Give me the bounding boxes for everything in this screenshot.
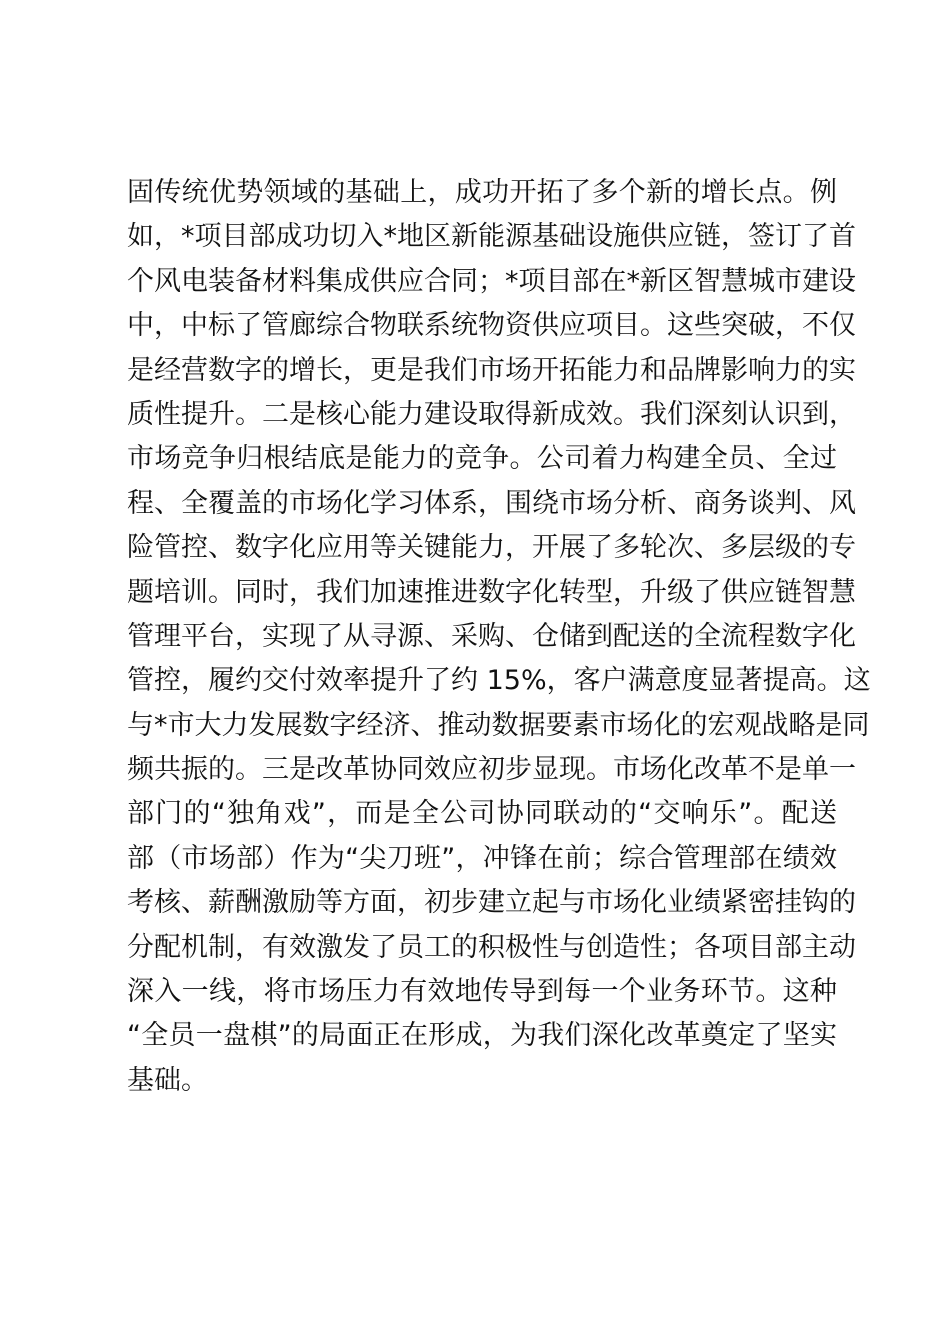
paragraph-line-20: “全员一盘棋”的局面正在形成，为我们深化改革奠定了坚实 (127, 1020, 837, 1052)
paragraph-line-12: 管控，履约交付效率提升了约 15%，客户满意度显著提高。这 (127, 665, 871, 697)
paragraph-line-17: 考核、薪酬激励等方面，初步建立起与市场化业绩紧密挂钩的 (127, 887, 856, 919)
paragraph-line-10: 题培训。同时，我们加速推进数字化转型，升级了供应链智慧 (127, 576, 856, 608)
paragraph-line-8: 程、全覆盖的市场化学习体系，围绕市场分析、商务谈判、风 (127, 487, 856, 519)
paragraph-line-9: 险管控、数字化应用等关键能力，开展了多轮次、多层级的专 (127, 532, 856, 564)
paragraph-line-18: 分配机制，有效激发了员工的积极性与创造性；各项目部主动 (127, 931, 856, 963)
paragraph-line-3: 个风电装备材料集成供应合同；*项目部在*新区智慧城市建设 (127, 265, 856, 297)
paragraph-line-19: 深入一线，将市场压力有效地传导到每一个业务环节。这种 (127, 976, 837, 1008)
paragraph-line-1: 固传统优势领域的基础上，成功开拓了多个新的增长点。例 (127, 177, 837, 208)
body-paragraph (127, 171, 871, 1103)
paragraph-line-14: 频共振的。三是改革协同效应初步显现。市场化改革不是单一 (127, 754, 856, 786)
paragraph-line-5: 是经营数字的增长，更是我们市场开拓能力和品牌影响力的实 (127, 354, 856, 386)
paragraph-line-4: 中，中标了管廊综合物联系统物资供应项目。这些突破，不仅 (127, 310, 856, 342)
paragraph-line-13: 与*市大力发展数字经济、推动数据要素市场化的宏观战略是同 (127, 709, 870, 741)
paragraph-line-7: 市场竞争归根结底是能力的竞争。公司着力构建全员、全过 (127, 443, 837, 475)
paragraph-line-6: 质性提升。二是核心能力建设取得新成效。我们深刻认识到， (127, 398, 856, 430)
paragraph-line-21: 基础。 (127, 1064, 208, 1096)
paragraph-line-11: 管理平台，实现了从寻源、采购、仓储到配送的全流程数字化 (127, 620, 856, 652)
paragraph-line-15: 部门的“独角戏”，而是全公司协同联动的“交响乐”。配送 (127, 798, 837, 830)
paragraph-line-16: 部（市场部）作为“尖刀班”，冲锋在前；综合管理部在绩效 (127, 842, 837, 874)
paragraph-line-2: 如，*项目部成功切入*地区新能源基础设施供应链，签订了首 (127, 221, 856, 253)
